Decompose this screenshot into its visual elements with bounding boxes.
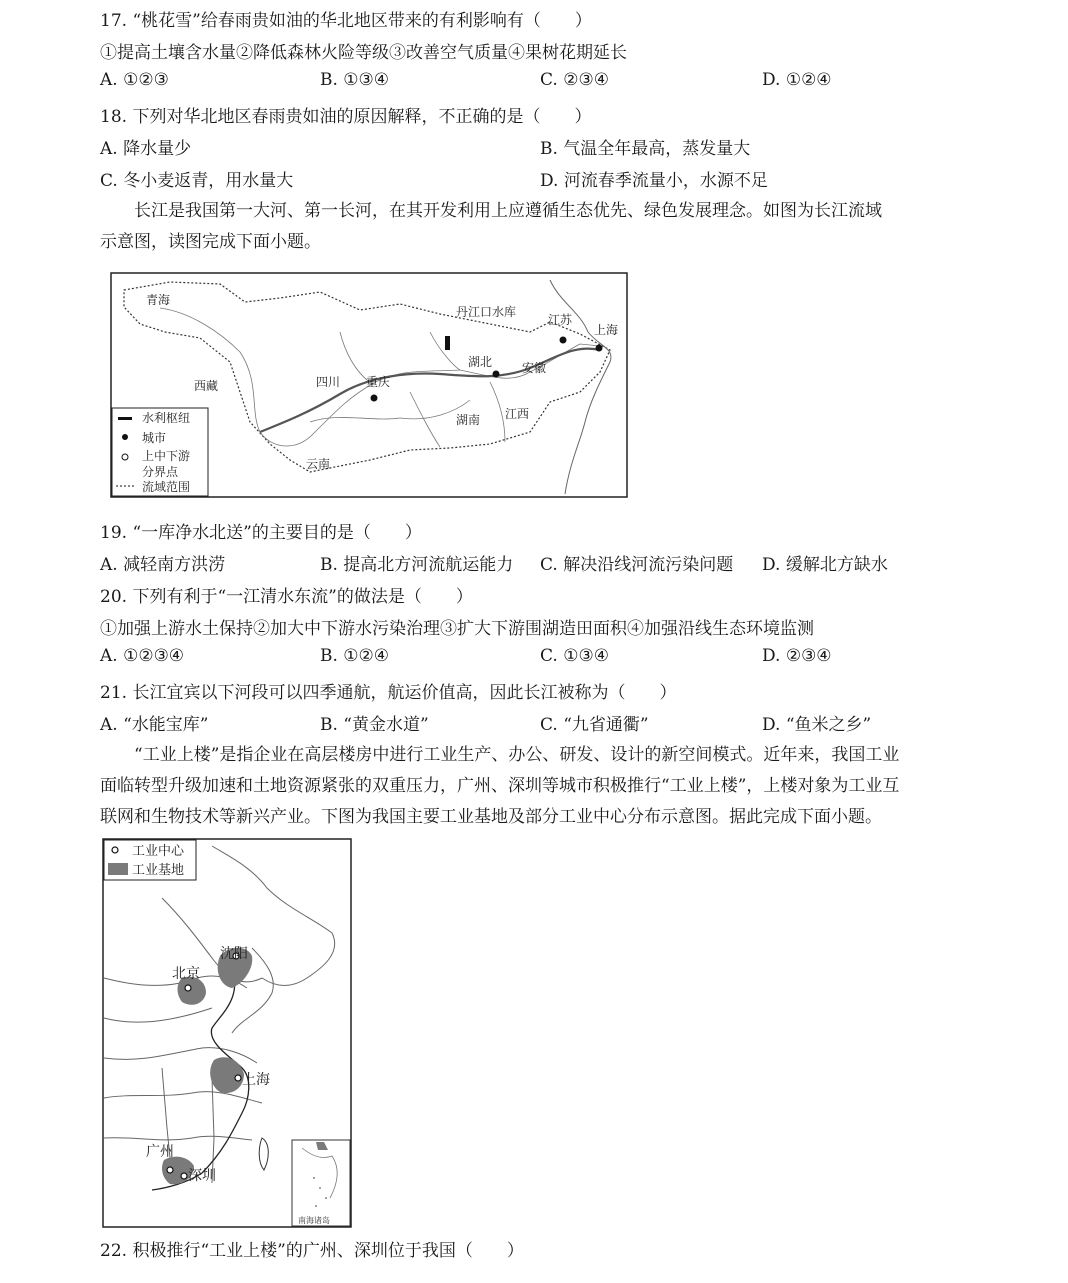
legend-dam: 水利枢纽 bbox=[142, 411, 191, 425]
label-sichuan: 四川 bbox=[316, 375, 341, 389]
chongqing-city-dot bbox=[371, 395, 378, 402]
q18-option-a[interactable]: A. 降水量少 bbox=[100, 139, 192, 159]
q18-option-d[interactable]: D. 河流春季流量小，水源不足 bbox=[540, 171, 768, 191]
q17-option-a[interactable]: A. ①②③ bbox=[100, 70, 169, 90]
label-anhui: 安徽 bbox=[522, 361, 547, 375]
label-jiangsu: 江苏 bbox=[548, 313, 573, 327]
passage-yangtze bbox=[100, 196, 990, 258]
q20-stem: 20. 下列有利于“一江清水东流”的做法是（ ） bbox=[100, 587, 473, 607]
q20-option-d[interactable]: D. ②③④ bbox=[762, 646, 832, 666]
label-shanghai-2: 上海 bbox=[242, 1072, 270, 1088]
industry-base-map bbox=[102, 838, 352, 1228]
south-sea-inset bbox=[292, 1140, 350, 1226]
q21-option-b[interactable]: B. “黄金水道” bbox=[320, 715, 429, 735]
label-beijing: 北京 bbox=[172, 966, 200, 982]
q19-option-c[interactable]: C. 解决沿线河流污染问题 bbox=[540, 555, 734, 575]
q20-option-c[interactable]: C. ①③④ bbox=[540, 646, 609, 666]
q17-option-c[interactable]: C. ②③④ bbox=[540, 70, 609, 90]
q21-option-c[interactable]: C. “九省通衢” bbox=[540, 715, 649, 735]
label-yunnan: 云南 bbox=[306, 457, 331, 471]
passage-industry-line3: 联网和生物技术等新兴产业。下图为我国主要工业基地及部分工业中心分布示意图。据此完成下面小题。 bbox=[100, 807, 882, 827]
yangtze-basin-map bbox=[110, 272, 628, 498]
legend-industry-base: 工业基地 bbox=[132, 863, 185, 878]
label-guangzhou: 广州 bbox=[146, 1144, 174, 1160]
map1-legend bbox=[112, 408, 208, 496]
label-xizang: 西藏 bbox=[194, 379, 219, 393]
q17-stem: 17. “桃花雪”给春雨贵如油的华北地区带来的有利影响有（ ） bbox=[100, 11, 592, 31]
q18-option-b[interactable]: B. 气温全年最高，蒸发量大 bbox=[540, 139, 751, 159]
jiangsu-city-dot bbox=[560, 337, 567, 344]
q22-stem: 22. 积极推行“工业上楼”的广州、深圳位于我国（ ） bbox=[100, 1241, 524, 1261]
q20-option-a[interactable]: A. ①②③④ bbox=[100, 646, 185, 666]
label-shenzhen: 深圳 bbox=[188, 1168, 216, 1184]
hubei-boundary-point bbox=[493, 371, 500, 378]
legend-city: 城市 bbox=[142, 431, 167, 445]
shanghai-center-dot bbox=[235, 1075, 241, 1081]
q19-option-b[interactable]: B. 提高北方河流航运能力 bbox=[320, 555, 514, 575]
legend-industry-center: 工业中心 bbox=[132, 844, 185, 859]
beijing-center-dot bbox=[185, 985, 191, 991]
label-jiangxi: 江西 bbox=[505, 407, 530, 421]
guangzhou-center-dot bbox=[167, 1167, 173, 1173]
label-hunan: 湖南 bbox=[456, 413, 481, 427]
label-shanghai: 上海 bbox=[594, 323, 619, 337]
passage-industry-line2: 面临转型升级加速和土地资源紧张的双重压力，广州、深圳等城市积极推行“工业上楼”，上楼对象为工业互 bbox=[100, 776, 900, 796]
q20-items: ①加强上游水土保持②加大中下游水污染治理③扩大下游围湖造田面积④加强沿线生态环境监测 bbox=[100, 619, 814, 639]
legend-basin-range: 流域范围 bbox=[142, 480, 191, 494]
passage-industry bbox=[100, 740, 990, 833]
q18-stem: 18. 下列对华北地区春雨贵如油的原因解释，不正确的是（ ） bbox=[100, 107, 592, 127]
q17-items: ①提高土壤含水量②降低森林火险等级③改善空气质量④果树花期延长 bbox=[100, 43, 627, 63]
q18-option-c[interactable]: C. 冬小麦返青，用水量大 bbox=[100, 171, 294, 191]
shenzhen-center-dot bbox=[181, 1173, 187, 1179]
passage-industry-line1: “工业上楼”是指企业在高层楼房中进行工业生产、办公、研发、设计的新空间模式。近年来，我国工业 bbox=[134, 745, 900, 765]
label-south-sea: 南海诸岛 bbox=[298, 1216, 330, 1225]
q21-option-d[interactable]: D. “鱼米之乡” bbox=[762, 715, 872, 735]
legend-boundary-point-1: 上中下游 bbox=[142, 449, 191, 463]
q19-option-d[interactable]: D. 缓解北方缺水 bbox=[762, 555, 888, 575]
q21-stem: 21. 长江宜宾以下河段可以四季通航，航运价值高，因此长江被称为（ ） bbox=[100, 683, 677, 703]
legend-boundary-point-2: 分界点 bbox=[142, 465, 179, 479]
danjiangkou-dam-icon bbox=[445, 336, 450, 350]
q21-option-a[interactable]: A. “水能宝库” bbox=[100, 715, 209, 735]
q17-option-d[interactable]: D. ①②④ bbox=[762, 70, 832, 90]
label-danjiangkou: 丹江口水库 bbox=[456, 305, 517, 319]
q19-option-a[interactable]: A. 减轻南方洪涝 bbox=[100, 555, 226, 575]
q20-option-b[interactable]: B. ①②④ bbox=[320, 646, 390, 666]
shanghai-city-dot bbox=[596, 345, 603, 352]
label-shenyang: 沈阳 bbox=[220, 946, 248, 962]
label-chongqing: 重庆 bbox=[366, 375, 391, 389]
q17-option-b[interactable]: B. ①③④ bbox=[320, 70, 390, 90]
label-hubei: 湖北 bbox=[468, 355, 493, 369]
map2-legend bbox=[104, 840, 196, 880]
q19-stem: 19. “一库净水北送”的主要目的是（ ） bbox=[100, 523, 422, 543]
label-qinghai: 青海 bbox=[146, 293, 171, 307]
passage-yangtze-line2: 示意图，读图完成下面小题。 bbox=[100, 232, 321, 252]
passage-yangtze-line1: 长江是我国第一大河、第一长河，在其开发利用上应遵循生态优先、绿色发展理念。如图为长江流域 bbox=[134, 201, 882, 221]
